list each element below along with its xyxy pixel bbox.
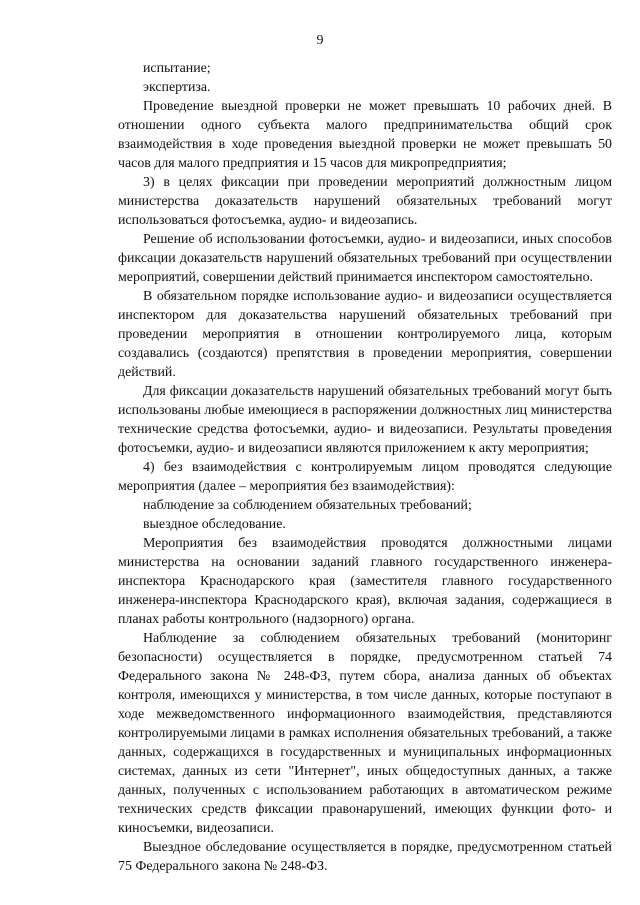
- page-number: 9: [316, 33, 324, 48]
- paragraph-5: Решение об использовании фотосъемки, аудио- и видеозаписи, иных способов фиксации доказательств нарушений обязательных требований при осуществлении мероприятий, совершении действий принимается инспектором самостоятельно.: [118, 232, 612, 285]
- paragraph-6: В обязательном порядке использование аудио- и видеозаписи осуществляется инспектором для доказательства нарушений обязательных требований при проведении мероприятия в отношении контролируемого лица, которым создавались (создаются) препятствия в проведении мероприятия, совершении действий.: [118, 289, 612, 380]
- body-text: [118, 59, 612, 876]
- paragraph-8: 4) без взаимодействия с контролируемым лицом проводятся следующие мероприятия (далее – мероприятия без взаимодействия):: [118, 460, 612, 494]
- paragraph-9: наблюдение за соблюдением обязательных требований;: [143, 498, 472, 513]
- paragraph-13: Выездное обследование осуществляется в порядке, предусмотренном статьей 75 Федерального закона № 248-ФЗ.: [118, 840, 612, 874]
- paragraph-11: Мероприятия без взаимодействия проводятся должностными лицами министерства на основании заданий главного государственного инженера-инспектора Краснодарского края (заместителя главного государственного инженера-инспектора Краснодарского края), включая задания, содержащиеся в планах работы контрольного (надзорного) органа.: [118, 536, 612, 627]
- paragraph-1: испытание;: [143, 61, 211, 76]
- paragraph-2: экспертиза.: [143, 80, 211, 95]
- paragraph-3: Проведение выездной проверки не может превышать 10 рабочих дней. В отношении одного субъекта малого предпринимательства общий срок взаимодействия в ходе проведения выездной проверки не может превышать 50 часов для малого предприятия и 15 часов для микропредприятия;: [118, 99, 612, 171]
- paragraph-10: выездное обследование.: [143, 517, 286, 532]
- paragraph-7: Для фиксации доказательств нарушений обязательных требований могут быть использованы любые имеющиеся в распоряжении должностных лиц министерства технические средства фотосъемки, аудио- и видеозаписи. Результаты проведения фотосъемки, аудио- и видеозаписи являются приложением к акту мероприятия;: [118, 384, 612, 456]
- paragraph-4: 3) в целях фиксации при проведении мероприятий должностным лицом министерства доказательств нарушений обязательных требований могут использоваться фотосъемка, аудио- и видеозапись.: [118, 175, 612, 228]
- paragraph-12: Наблюдение за соблюдением обязательных требований (мониторинг безопасности) осуществляется в порядке, предусмотренном статьей 74 Федерального закона № 248-ФЗ, путем сбора, анализа данных об объектах контроля, имеющихся у министерства, в том числе данных, которые поступают в ходе межведомственного информационного взаимодействия, представляются контролируемыми лицами в рамках исполнения обязательных требований, а также данных, содержащихся в государственных и муниципальных информационных системах, данных из сети "Интернет", иных общедоступных данных, а также данных, полученных с использованием работающих в автоматическом режиме технических средств фиксации правонарушений, имеющих функции фото- и киносъемки, видеозаписи.: [118, 631, 612, 836]
